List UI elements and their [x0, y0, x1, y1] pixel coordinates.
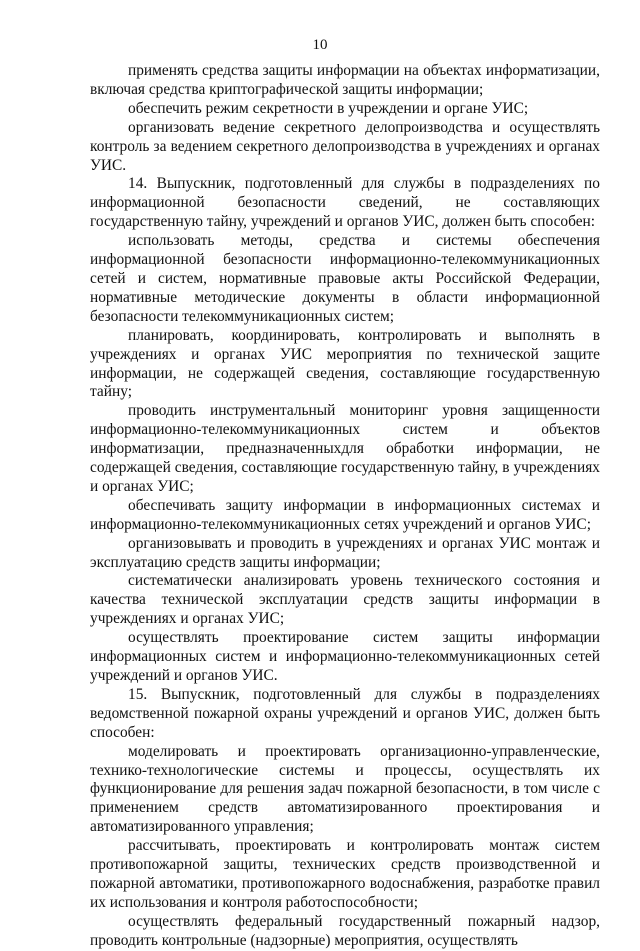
- paragraph-analysis: систематически анализировать уровень технического состояния и качества технической эксплуатации средств защиты информации в учреждениях и органах УИС;: [90, 572, 600, 628]
- paragraph-means-of-protection: применять средства защиты информации на объектах информатизации, включая средства криптографической защиты информации;: [90, 62, 600, 98]
- page-number: 10: [312, 37, 328, 53]
- paragraph-secrecy-regime: обеспечить режим секретности в учреждении и органе УИС;: [128, 99, 529, 117]
- paragraph-installation: организовывать и проводить в учреждениях и органах УИС монтаж и эксплуатацию средств защиты информации;: [90, 534, 600, 571]
- paragraph-item-15: 15. Выпускник, подготовленный для службы в подразделениях ведомственной пожарной охраны учреждений и органов УИС, должен быть способен:: [90, 685, 600, 741]
- document-body: [90, 62, 600, 951]
- paragraph-methods-and-systems: использовать методы, средства и системы обеспечения информационной безопасности информационно-телекоммуникационных сетей и систем, нормативные правовые акты Российской Федерации, нормативные методические документы в области информационной безопасности телекоммуникационных систем;: [90, 232, 600, 325]
- paragraph-plan-coordinate: планировать, координировать, контролировать и выполнять в учреждениях и органах УИС мероприятия по технической защите информации, не содержащей сведения, составляющие государственную тайну;: [90, 326, 600, 401]
- paragraph-modeling: моделировать и проектировать организационно-управленческие, технико-технологические системы и процессы, осуществлять их функционирование для решения задач пожарной безопасности, в том числе с применением средств автоматизированного проектирования и автоматизированного управления;: [90, 742, 600, 836]
- paragraph-item-14: 14. Выпускник, подготовленный для службы в подразделениях по информационной безопасности сведений, не составляющих государственную тайну, учреждений и органов УИС, должен быть способен:: [90, 175, 600, 231]
- paragraph-design-protection: осуществлять проектирование систем защиты информации информационных систем и информационно-телекоммуникационных сетей учреждений и органов УИС.: [90, 629, 600, 684]
- paragraph-monitoring: проводить инструментальный мониторинг уровня защищенности информационно-телекоммуникационных систем и объектов информатизации, предназначенныхдля обработки информации, не содержащей сведения, составляющие государственную тайну, в учреждениях и органах УИС;: [90, 402, 600, 495]
- paragraph-fire-supervision: осуществлять федеральный государственный пожарный надзор, проводить контрольные (надзорные) мероприятия, осуществлять: [90, 912, 600, 949]
- paragraph-secret-records: организовать ведение секретного делопроизводства и осуществлять контроль за ведением секретного делопроизводства в учреждениях и органах УИС.: [90, 118, 600, 174]
- paragraph-calculation: рассчитывать, проектировать и контролировать монтаж систем противопожарной защиты, технических средств производственной и пожарной автоматики, противопожарного водоснабжения, разработке правил их использования и контроля работоспособности;: [90, 837, 600, 911]
- paragraph-ensure-protection: обеспечивать защиту информации в информационных системах и информационно-телекоммуникационных сетях учреждений и органов УИС;: [90, 496, 600, 533]
